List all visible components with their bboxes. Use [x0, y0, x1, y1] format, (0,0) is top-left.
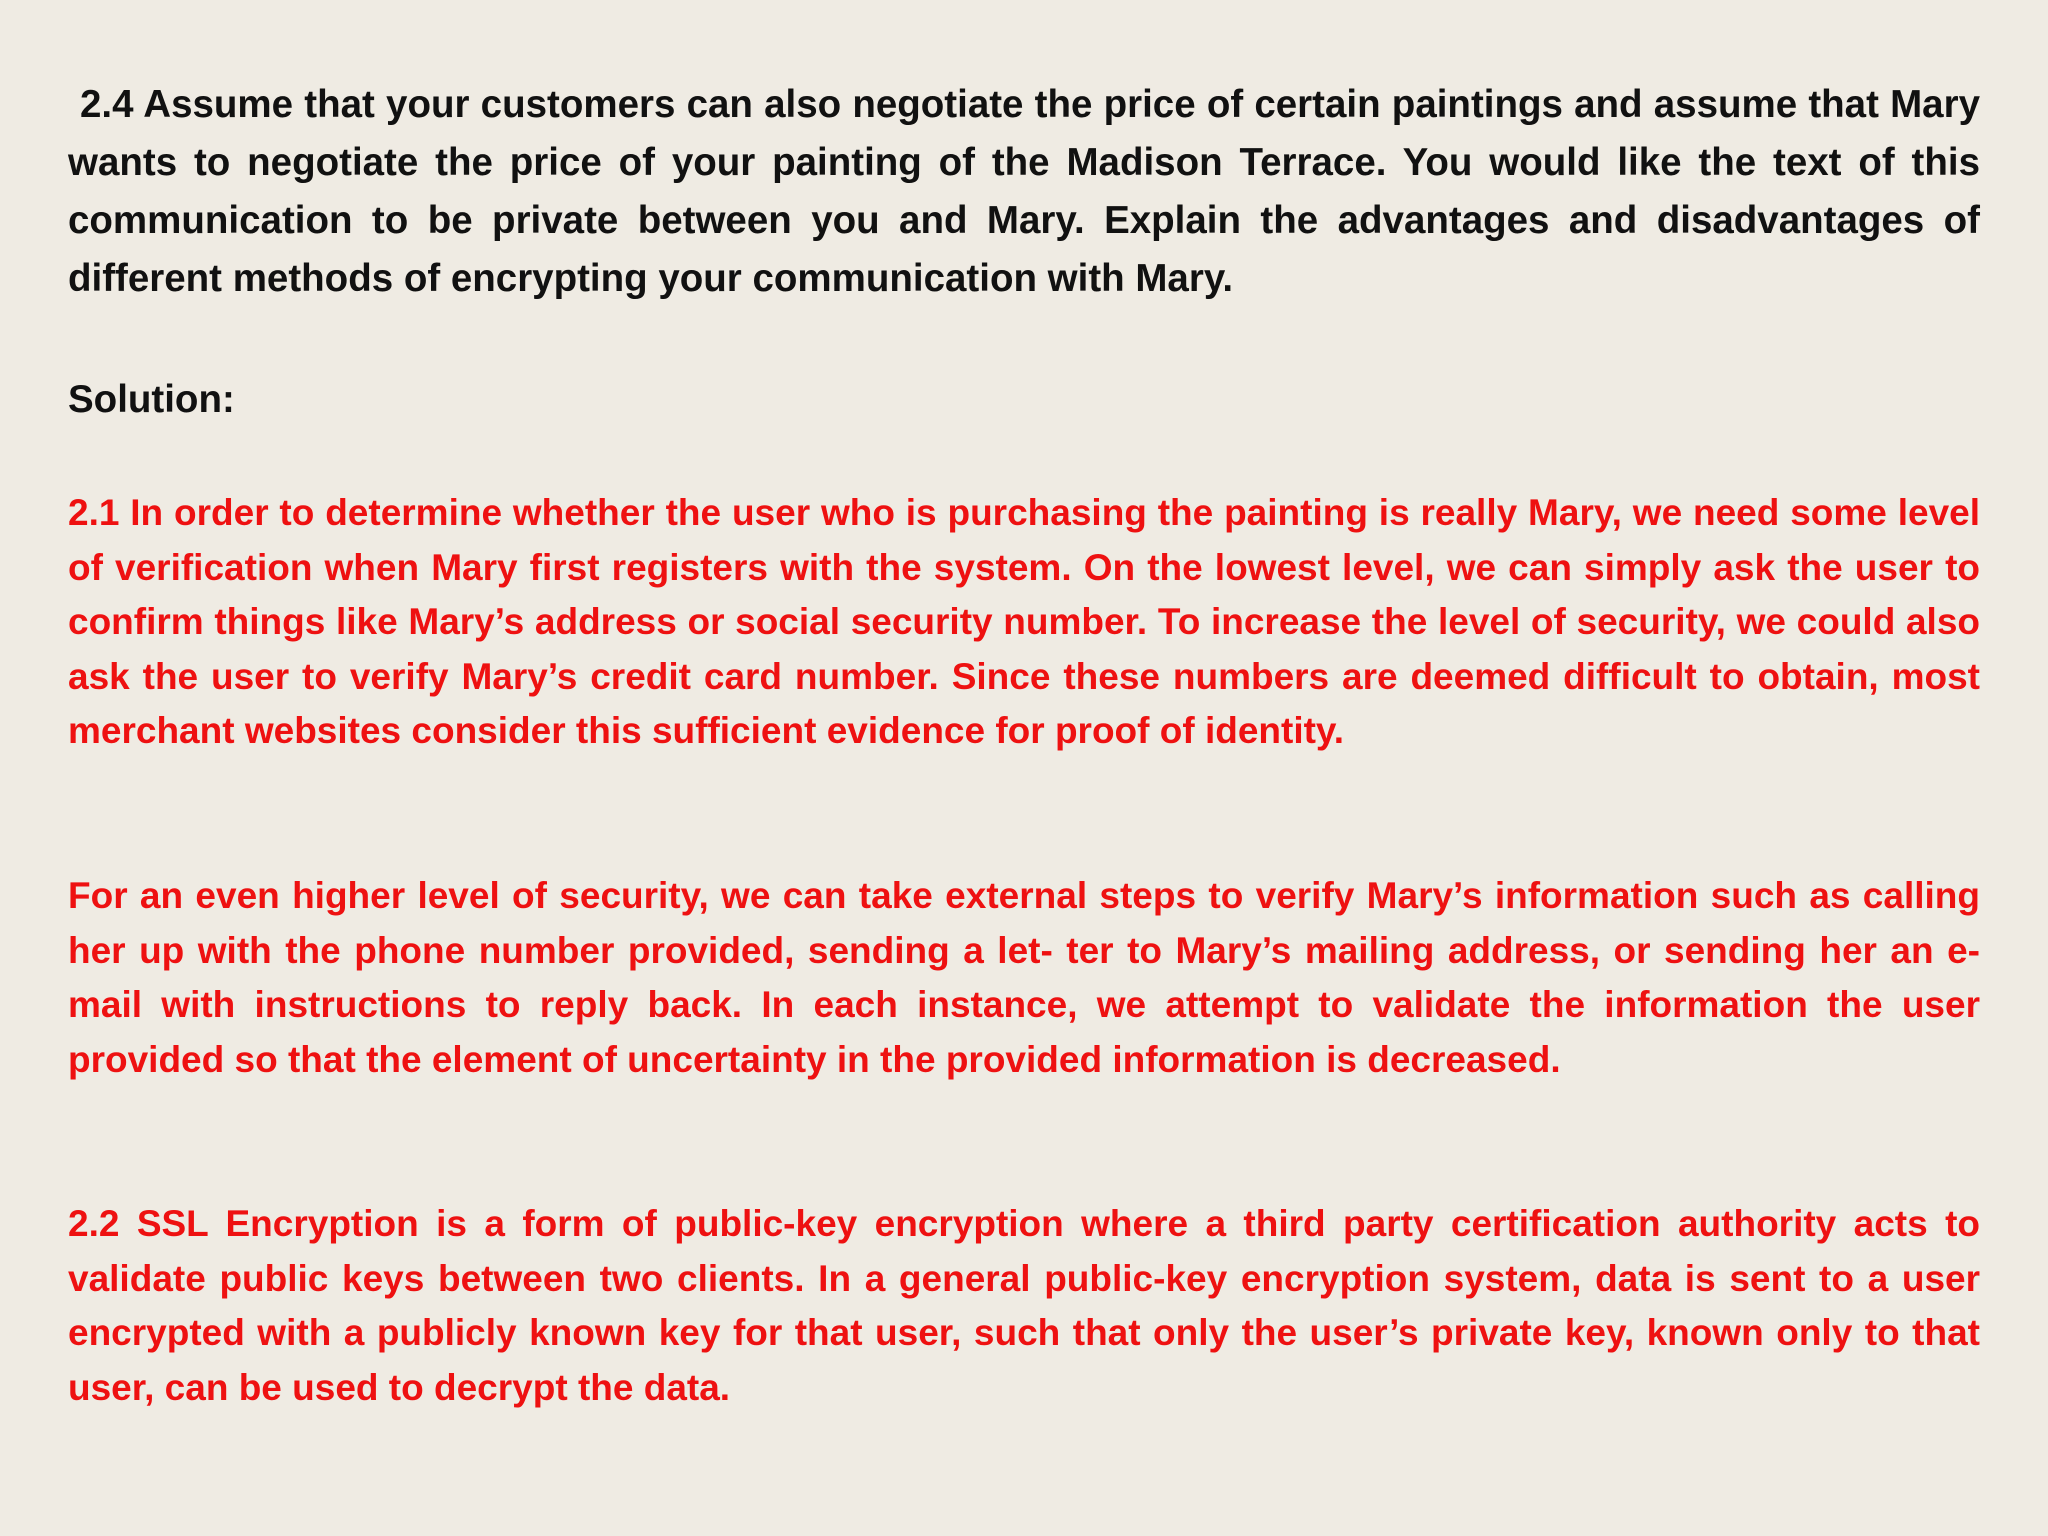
answer-paragraph-2-1: 2.1 In order to determine whether the user who is purchasing the painting is really Mary, we need some level of verification when Mary first registers with the system. On the lowest level, we can simply ask the user to confirm things like Mary’s address or social security number. To increase the level of security, we could also ask the user to verify Mary’s credit card number. Since these numbers are deemed difficult to obtain, most merchant websites consider this sufficient evidence for proof of identity.: [68, 492, 1980, 752]
question-text: 2.4 Assume that your customers can also negotiate the price of certain paintings and assume that Mary wants to negotiate the price of your painting of the Madison Terrace. You would like the text of this communication to be private between you and Mary. Explain the advantages and disadvantages of different methods of encrypting your communication with Mary.: [68, 83, 1980, 300]
answer-paragraph-2-2: 2.2 SSL Encryption is a form of public-key encryption where a third party certification authority acts to validate public keys between two clients. In a general public-key encryption system, data is sent to a user encrypted with a publicly known key for that user, such that only the user’s private key, known only to that user, can be used to decrypt the data.: [68, 1203, 1980, 1408]
answer-paragraph-verification: For an even higher level of security, we can take external steps to verify Mary’s information such as calling her up with the phone number provided, sending a let- ter to Mary’s mailing address, or sending her an e-mail with instructions to reply back. In each instance, we attempt to validate the information the user provided so that the element of uncertainty in the provided information is decreased.: [68, 875, 1980, 1080]
solution-heading: Solution:: [68, 378, 235, 421]
